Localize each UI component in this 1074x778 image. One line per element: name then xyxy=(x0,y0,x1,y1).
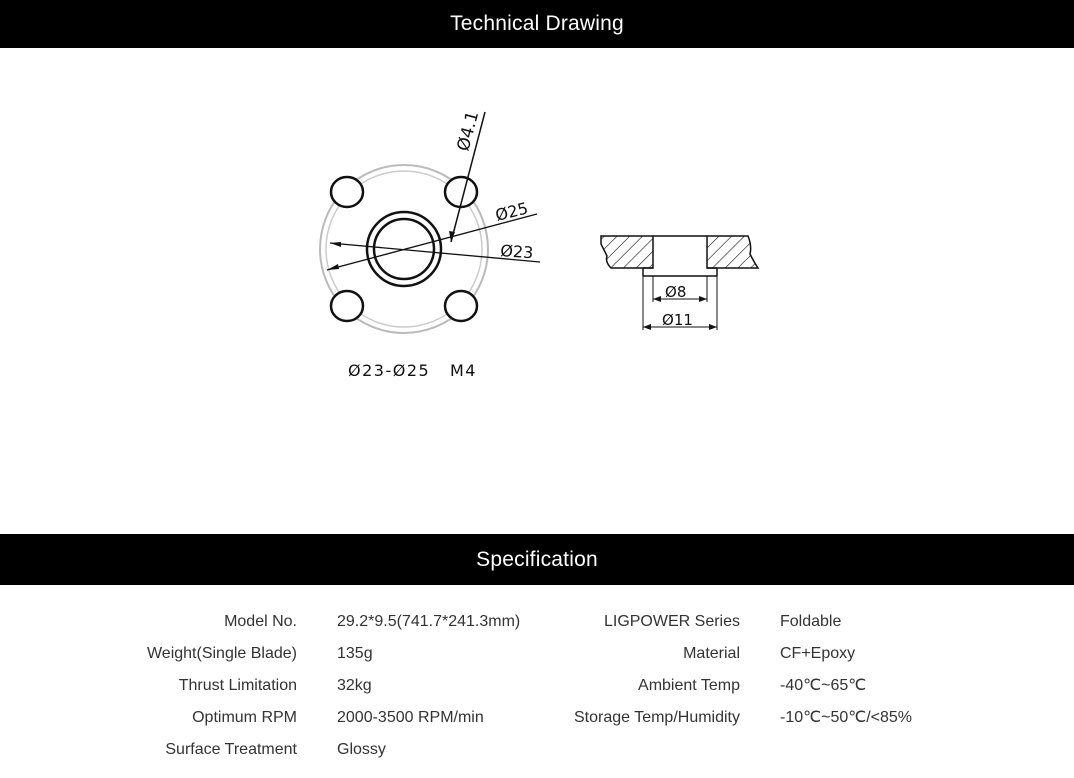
bore-large-label: Ø11 xyxy=(662,311,693,329)
outer-diameter-label: Ø25 xyxy=(493,198,530,225)
bore-small-label: Ø8 xyxy=(665,283,687,301)
hub-front-view xyxy=(320,109,540,380)
spec-value: -40℃~65℃ xyxy=(780,677,867,694)
dim-arrow-11-left xyxy=(643,324,651,330)
dim-arrow-8-right xyxy=(699,296,707,302)
mount-caption: Ø23-Ø25 M4 xyxy=(348,361,477,380)
specification-header xyxy=(0,534,1074,585)
spec-label: Model No. xyxy=(224,613,297,630)
technical-drawing xyxy=(0,48,1074,534)
spec-label: LIGPOWER Series xyxy=(603,613,740,630)
spec-value: Glossy xyxy=(337,741,386,758)
section-right-block xyxy=(707,236,758,268)
dim-arrow-8-left xyxy=(653,296,661,302)
spec-label: Storage Temp/Humidity xyxy=(574,709,740,726)
spec-label: Weight(Single Blade) xyxy=(146,645,297,662)
section-left-block xyxy=(601,236,653,268)
spec-label: Material xyxy=(683,645,740,662)
hub-section-view xyxy=(601,236,758,330)
spec-value: Foldable xyxy=(780,613,842,630)
mount-hole-bottom-left xyxy=(331,291,363,321)
hole-diameter-label: Ø4.1 xyxy=(453,109,484,154)
technical-drawing-title: Technical Drawing xyxy=(450,12,624,35)
inner-diameter-label: Ø23 xyxy=(499,241,534,263)
spec-value: 135g xyxy=(337,645,373,662)
dim-arrow-11-right xyxy=(709,324,717,330)
spec-value: 2000-3500 RPM/min xyxy=(337,709,484,726)
mount-hole-top-left xyxy=(331,177,363,207)
spec-label: Surface Treatment xyxy=(165,741,297,758)
spec-label: Ambient Temp xyxy=(638,677,740,694)
spec-label: Optimum RPM xyxy=(192,709,297,726)
specification-title: Specification xyxy=(476,547,598,571)
spec-value: 32kg xyxy=(337,677,372,694)
spec-value: -10℃~50℃/<85% xyxy=(780,709,913,726)
spec-label: Thrust Limitation xyxy=(178,677,297,694)
spec-value: CF+Epoxy xyxy=(780,645,856,662)
technical-drawing-header xyxy=(0,0,1074,48)
mount-hole-bottom-right xyxy=(445,291,477,321)
spec-value: 29.2*9.5(741.7*241.3mm) xyxy=(337,613,521,630)
